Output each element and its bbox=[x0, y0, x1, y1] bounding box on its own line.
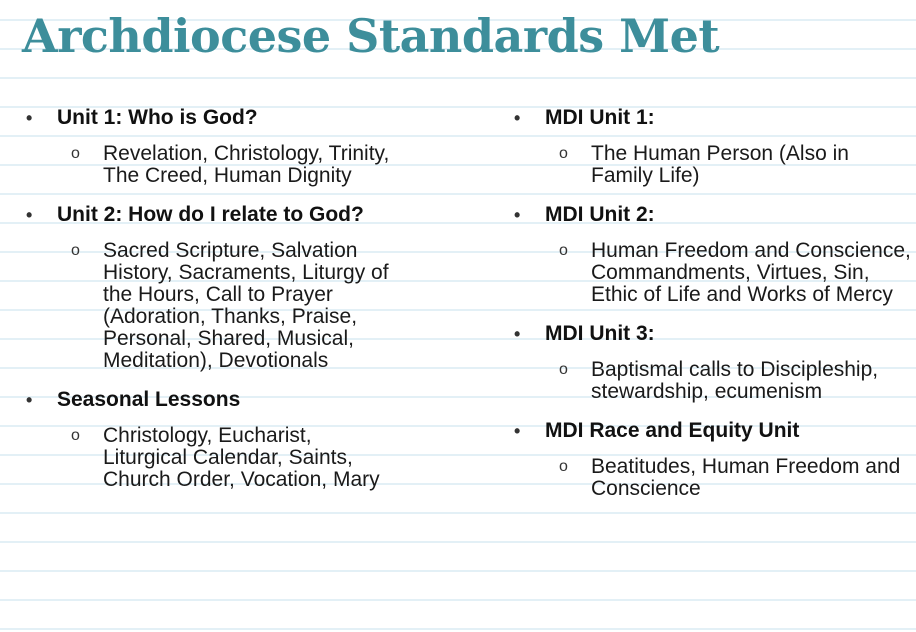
unit-header bbox=[26, 386, 446, 414]
unit-header bbox=[514, 417, 914, 445]
unit-header bbox=[514, 104, 914, 132]
unit-header-label: Unit 2: How do I relate to God? bbox=[57, 203, 364, 226]
unit-header bbox=[514, 320, 914, 348]
sub-item-text: Beatitudes, Human Freedom and Conscience bbox=[591, 455, 901, 500]
sub-list-item bbox=[514, 359, 901, 403]
sub-item-text: Human Freedom and Conscience, Commandments, Virtues, Sin, Ethic of Life and Works of Mercy bbox=[591, 239, 911, 306]
slide-title: Archdiocese Standards Met bbox=[22, 9, 720, 63]
sub-list-item bbox=[514, 143, 891, 187]
bullet-icon: • bbox=[514, 421, 521, 441]
unit-header bbox=[26, 104, 446, 132]
unit-header-label: MDI Unit 1: bbox=[545, 106, 655, 129]
bullet-icon: • bbox=[26, 108, 33, 128]
mdi-race-equity-section bbox=[514, 417, 914, 500]
hollow-bullet-icon: o bbox=[71, 242, 80, 259]
unit-2-section bbox=[26, 201, 446, 372]
sub-item-text: Baptismal calls to Discipleship, stewardship, ecumenism bbox=[591, 358, 879, 403]
sub-list-item bbox=[26, 425, 393, 491]
bullet-icon: • bbox=[26, 390, 33, 410]
unit-header-label: MDI Unit 2: bbox=[545, 203, 655, 226]
hollow-bullet-icon: o bbox=[559, 145, 568, 162]
unit-1-section bbox=[26, 104, 446, 187]
hollow-bullet-icon: o bbox=[559, 458, 568, 475]
unit-header bbox=[26, 201, 446, 229]
unit-header-label: MDI Unit 3: bbox=[545, 322, 655, 345]
mdi-unit-1-section bbox=[514, 104, 914, 187]
bullet-icon: • bbox=[514, 205, 521, 225]
right-column bbox=[514, 104, 914, 514]
sub-item-text: Christology, Eucharist, Liturgical Calendar, Saints, Church Order, Vocation, Mary bbox=[103, 424, 380, 491]
unit-header bbox=[514, 201, 914, 229]
hollow-bullet-icon: o bbox=[71, 427, 80, 444]
mdi-unit-2-section bbox=[514, 201, 914, 306]
sub-list-item bbox=[26, 143, 393, 187]
sub-list-item bbox=[514, 456, 911, 500]
sub-item-text: Revelation, Christology, Trinity, The Creed, Human Dignity bbox=[103, 142, 390, 187]
bullet-icon: • bbox=[26, 205, 33, 225]
seasonal-lessons-section bbox=[26, 386, 446, 491]
hollow-bullet-icon: o bbox=[71, 145, 80, 162]
unit-header-label: MDI Race and Equity Unit bbox=[545, 419, 800, 442]
unit-header-label: Seasonal Lessons bbox=[57, 388, 241, 411]
unit-header-label: Unit 1: Who is God? bbox=[57, 106, 258, 129]
mdi-unit-3-section bbox=[514, 320, 914, 403]
left-column bbox=[26, 104, 446, 505]
hollow-bullet-icon: o bbox=[559, 361, 568, 378]
sub-list-item bbox=[26, 240, 403, 372]
sub-list-item bbox=[514, 240, 911, 306]
sub-item-text: Sacred Scripture, Salvation History, Sacraments, Liturgy of the Hours, Call to Prayer (Adoration, Thanks, Praise, Personal, Shared, Musical, Meditation), Devotionals bbox=[103, 239, 389, 372]
sub-item-text: The Human Person (Also in Family Life) bbox=[591, 142, 849, 187]
bullet-icon: • bbox=[514, 108, 521, 128]
hollow-bullet-icon: o bbox=[559, 242, 568, 259]
bullet-icon: • bbox=[514, 324, 521, 344]
